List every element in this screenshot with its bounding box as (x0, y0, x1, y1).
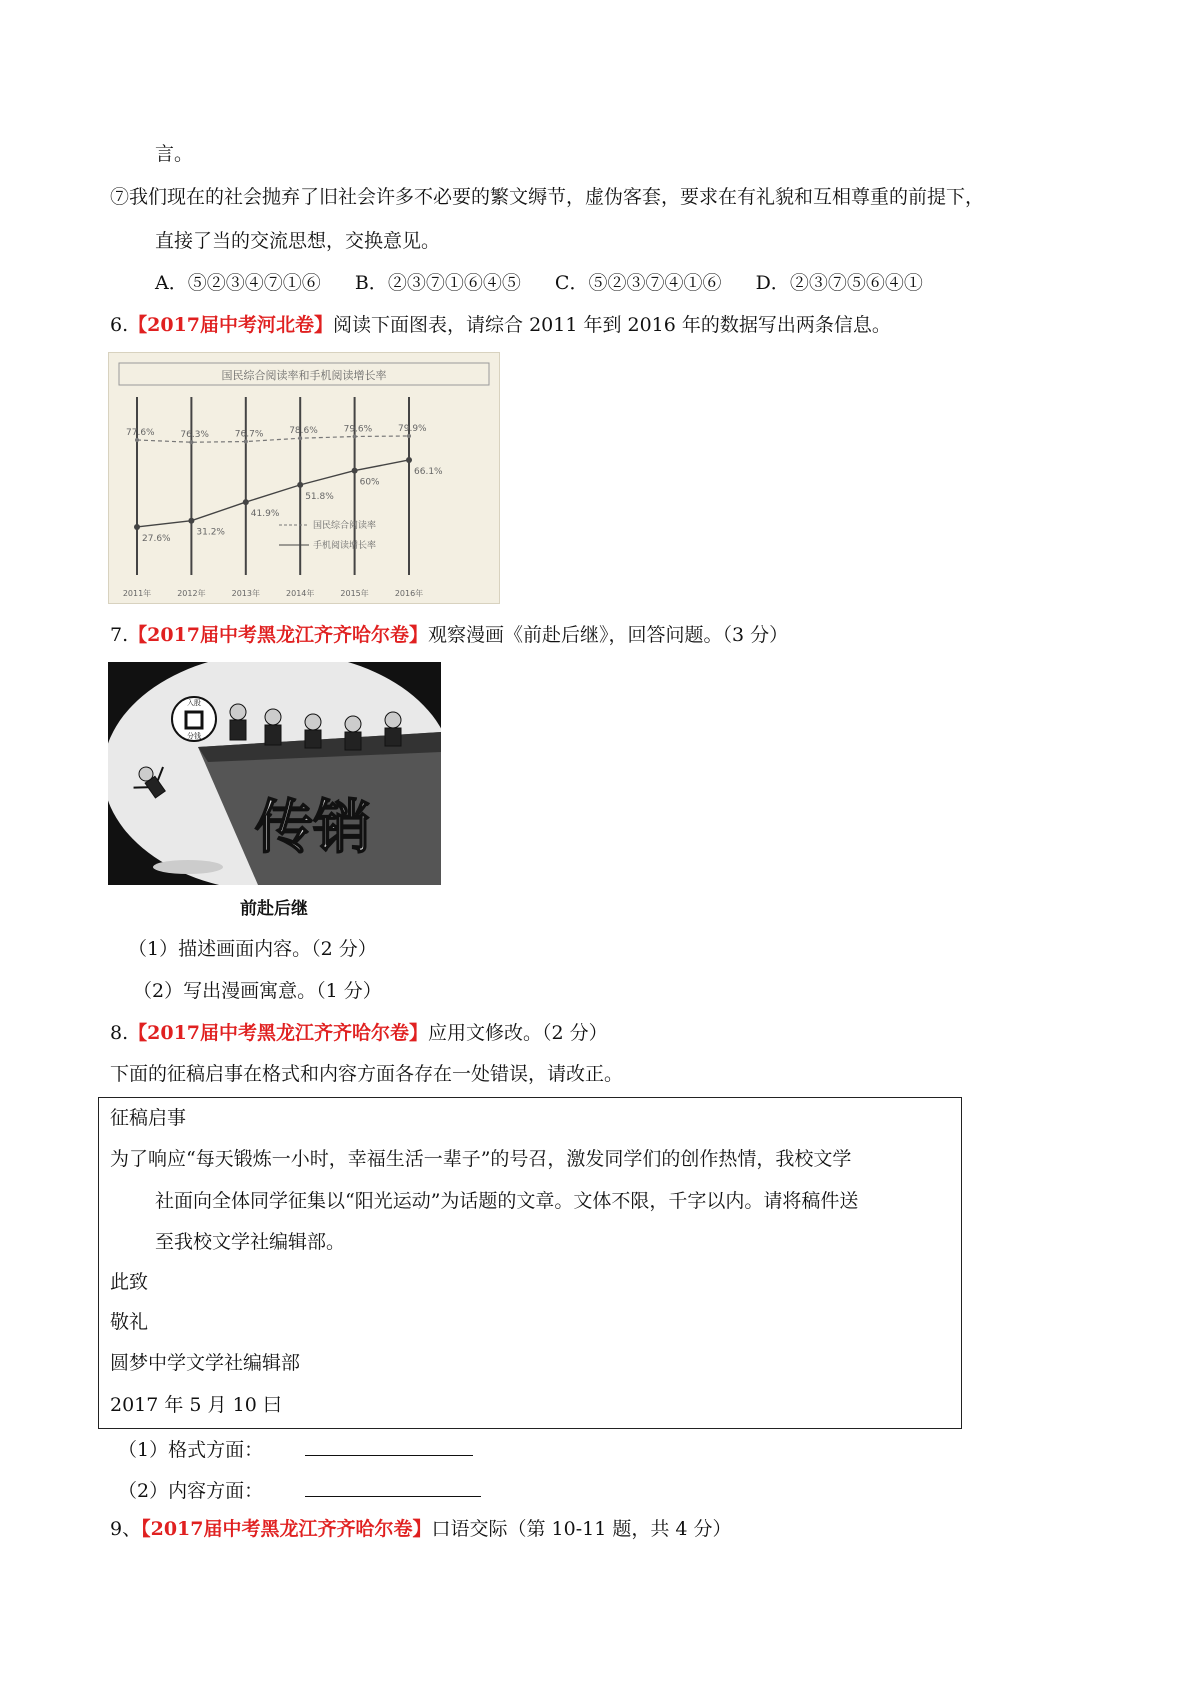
data-label-reading-rate: 78.6% (289, 426, 318, 437)
option-c: C．⑤②③⑦④①⑥ (554, 272, 722, 294)
notice-closing1: 此致 (110, 1271, 149, 1293)
q6-heading (110, 316, 891, 335)
data-label-reading-rate: 79.6% (343, 424, 373, 435)
x-tick-label: 2014年 (286, 589, 315, 598)
x-tick-label: 2015年 (340, 589, 369, 598)
comic-caption: 前赴后继 (240, 899, 308, 919)
notice-date: 2017 年 5 月 10 曰 (110, 1394, 282, 1416)
data-point-reading-rate (244, 440, 248, 444)
q8-sub1 (118, 1437, 473, 1460)
data-point-reading-rate (407, 434, 411, 438)
data-point-reading-rate (189, 440, 193, 444)
data-point-mobile-growth (297, 482, 303, 488)
option-d: D．②③⑦⑤⑥④① (755, 272, 923, 294)
q7-source: 【2017届中考黑龙江齐齐哈尔卷】 (128, 624, 429, 646)
notice-body-line1: 为了响应“每天锻炼一小时，幸福生活一辈子”的号召，激发同学们的创作热情，我校文学 (110, 1148, 852, 1170)
q8-number: 8. (110, 1022, 129, 1044)
q5-item7-line2: 直接了当的交流思想，交换意见。 (155, 230, 441, 252)
x-tick-label: 2016年 (394, 589, 424, 598)
notice-body-line2: 社面向全体同学征集以“阳光运动”为话题的文章。文体不限，千字以内。请将稿件送 (155, 1190, 859, 1212)
data-label-reading-rate: 79.9% (398, 423, 427, 434)
q5-continuation: 言。 (155, 143, 194, 165)
q9-prompt: 口语交际（第 10-11 题，共 4 分） (431, 1518, 732, 1540)
notice-box (98, 1097, 962, 1429)
data-label-reading-rate: 76.3% (180, 430, 209, 441)
comic-coin-top: 入股 (187, 699, 201, 707)
q7-sub2: （2）写出漫画寓意。（1 分） (133, 980, 382, 1002)
data-point-reading-rate (135, 438, 139, 442)
comic-cliff-text: 传销 (254, 793, 372, 861)
q7-prompt: 观察漫画《前赴后继》，回答问题。（3 分） (428, 624, 789, 646)
chart-svg (109, 353, 499, 603)
x-tick-label: 2011年 (122, 589, 152, 598)
q8-sub2-blank (305, 1478, 481, 1497)
q8-instruction: 下面的征稿启事在格式和内容方面各存在一处错误，请改正。 (110, 1063, 624, 1085)
q8-sub2 (118, 1478, 481, 1501)
data-point-reading-rate (298, 436, 302, 440)
data-point-mobile-growth (406, 457, 412, 463)
q5-item7-line1: ⑦我们现在的社会抛弃了旧社会许多不必要的繁文缛节，虚伪客套，要求在有礼貌和互相尊重的前提下， (110, 186, 985, 208)
q8-prompt: 应用文修改。（2 分） (428, 1022, 608, 1044)
q8-sub2-label: （2）内容方面： (118, 1480, 264, 1502)
q8-sub1-blank (305, 1437, 473, 1456)
data-label-reading-rate: 76.7% (234, 429, 264, 440)
q7-heading (110, 626, 788, 645)
q6-source: 【2017届中考河北卷】 (128, 314, 334, 336)
series-line-reading-rate (137, 436, 409, 442)
data-point-mobile-growth (352, 468, 358, 474)
x-tick-label: 2012年 (177, 589, 206, 598)
option-a: A．⑤②③④⑦①⑥ (155, 272, 321, 294)
data-label-mobile-growth: 60% (359, 477, 380, 488)
legend-label-mobile-growth: 手机阅读增长率 (313, 541, 377, 551)
data-point-mobile-growth (243, 499, 249, 505)
comic-image (108, 662, 441, 885)
q7-sub1: （1）描述画面内容。（2 分） (128, 938, 377, 960)
data-label-reading-rate: 77.6% (126, 427, 155, 438)
comic-drawing (108, 662, 441, 885)
option-b: B．②③⑦①⑥④⑤ (354, 272, 521, 294)
q6-number: 6. (110, 314, 129, 336)
q8-heading (110, 1024, 608, 1043)
q8-sub1-label: （1）格式方面： (118, 1439, 264, 1461)
q5-options (155, 274, 923, 293)
x-tick-label: 2013年 (231, 589, 260, 598)
notice-closing2: 敬礼 (110, 1311, 149, 1333)
q9-heading (110, 1520, 732, 1539)
q6-prompt: 阅读下面图表，请综合 2011 年到 2016 年的数据写出两条信息。 (333, 314, 891, 336)
data-label-mobile-growth: 27.6% (142, 533, 171, 544)
q8-source: 【2017届中考黑龙江齐齐哈尔卷】 (128, 1022, 429, 1044)
q7-number: 7. (110, 624, 129, 646)
data-label-mobile-growth: 51.8% (305, 491, 334, 502)
notice-title: 征稿启事 (110, 1107, 187, 1129)
notice-body-line3: 至我校文学社编辑部。 (155, 1231, 346, 1253)
reading-rate-chart (108, 352, 500, 604)
comic-coin-bottom: 分钱 (187, 732, 201, 740)
legend-label-reading-rate: 国民综合阅读率 (313, 521, 377, 531)
chart-title: 国民综合阅读率和手机阅读增长率 (221, 369, 387, 382)
data-point-mobile-growth (134, 524, 140, 530)
data-label-mobile-growth: 41.9% (250, 509, 280, 520)
data-point-reading-rate (353, 434, 357, 438)
data-label-mobile-growth: 31.2% (196, 527, 225, 538)
data-label-mobile-growth: 66.1% (414, 466, 443, 477)
q9-number: 9、 (110, 1518, 142, 1540)
data-point-mobile-growth (188, 518, 194, 524)
notice-signature: 圆梦中学文学社编辑部 (110, 1352, 301, 1374)
q9-source: 【2017届中考黑龙江齐齐哈尔卷】 (141, 1518, 432, 1540)
